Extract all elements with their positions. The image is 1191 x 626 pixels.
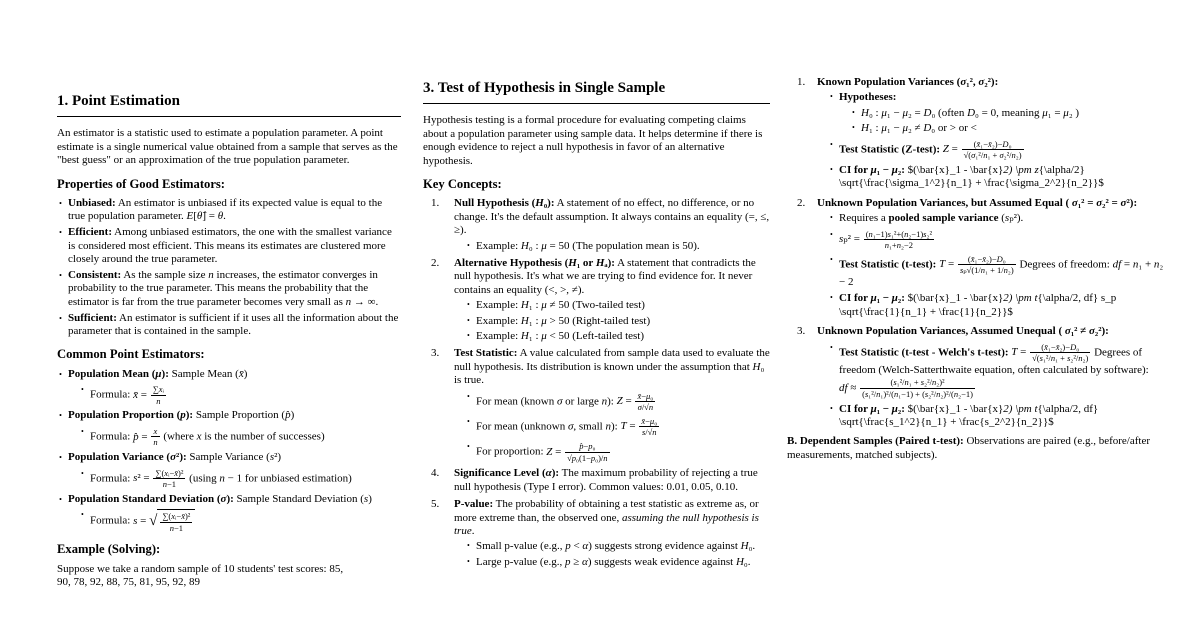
term-label: Population Proportion (p): <box>68 409 194 422</box>
formula-line <box>80 468 401 490</box>
fraction: $\frac{\text{x̄−μ₀}}{\sigma/√n}$ <box>637 390 654 413</box>
formula-line <box>80 384 401 406</box>
term-text: A statement of no effect, no difference, or no change. It's the default assumption. It always contains an equality (=, ≤, ≥). <box>454 197 770 237</box>
dependent-samples-paragraph <box>787 435 1165 462</box>
term-label: CI for μ₁ − μ₂: <box>839 163 905 176</box>
term-label: CI for μ₁ − μ₂: <box>839 402 905 415</box>
estimators-list <box>57 368 401 534</box>
item-number: 1. <box>797 76 806 88</box>
fraction: $\frac{\text{(x̄₁−x̄₂)−D₀}}{\text{√(s₁²/n₁ + s₂²/n₂)}}$ <box>1032 341 1089 364</box>
title-rule <box>423 103 770 104</box>
term-text: Sample Variance (s²) <box>189 451 282 464</box>
term-text: An estimator is sufficient if it uses all the information about the parameter that is contained in the sample. <box>68 311 399 338</box>
formula-line <box>829 342 1165 400</box>
term-label: B. Dependent Samples (Paired t-test): <box>787 435 964 448</box>
fraction: $\frac{\text{∑xᵢ}}{n}$ <box>152 384 164 406</box>
fraction: $\frac{\text{(s₁²/n₁ + s₂²/n₂)²}}{\text{(s₁²/n₁)²/(n₁−1) + (s₂²/n₂)²/(n₂−1)}}$ <box>862 377 973 399</box>
term-label: Consistent: <box>68 268 122 281</box>
ci-line <box>829 292 1165 319</box>
term-label: CI for μ₁ − μ₂: <box>839 292 905 305</box>
numbered-item-p-value <box>423 498 770 569</box>
example-heading: Example (Solving): <box>57 542 161 557</box>
fraction: $\frac{x}{n}$ <box>153 425 158 448</box>
list-item <box>57 197 401 224</box>
list-item <box>57 269 401 309</box>
formula-t-pooled: T = $\frac{\text{(x̄₁−x̄₂)−D₀}}{\text{sₚ√(1/n₁ + 1/n₂)}}$ <box>939 253 1014 276</box>
hypothesis-line: • H₀ : μ₁ − μ₂ = D₀ (often D₀ = 0, meaning μ₁ = μ₂ ) <box>851 107 1165 120</box>
list-item <box>57 368 401 407</box>
radical-sign: √ <box>149 513 158 530</box>
formula-pooled-variance: sₚ² = $\frac{\text{(n₁−1)s₁²+(n₂−1)s₂²}}{\text{n₁+n₂−2}}$ <box>839 228 932 251</box>
column-hypothesis-testing <box>423 79 770 573</box>
hypotheses-block <box>829 91 1165 135</box>
point-estimation-title: 1. Point Estimation <box>57 93 180 109</box>
item-number: 3. <box>797 325 806 338</box>
term-text: An estimator is unbiased if its expected value is equal to the true population parameter. E[θ̂] = θ. <box>68 196 383 223</box>
example-line: • Small p-value (e.g., p < α) suggests strong evidence against H₀. <box>466 540 770 553</box>
numbered-item-alternative-hypothesis <box>423 257 770 343</box>
case-title: Unknown Population Variances, Assumed Unequal ( σ₁² ≠ σ₂²): <box>817 325 1109 338</box>
formula-label: For proportion: <box>476 445 544 458</box>
formula-line <box>829 229 1165 251</box>
term-label: Significance Level (α): <box>454 467 560 480</box>
properties-heading: Properties of Good Estimators: <box>57 176 226 191</box>
ci-latex-text: $(\bar{x}_1 - \bar{x}2) \pm z{\alpha/2} \sqrt{\frac{\sigma_1^2}{n_1} + \frac{\sigma_2^2}{n_2}}$ <box>839 163 1104 190</box>
ci-line <box>829 403 1165 430</box>
degrees-of-freedom: Degrees of freedom: df = n₁ + n₂ − 2 <box>839 258 1164 288</box>
term-label: Test Statistic (t-test - Welch's t-test): <box>839 346 1009 359</box>
term-label: Unbiased: <box>68 196 116 209</box>
formula-std-dev: s = √ $\frac{\text{∑(xᵢ−x̄)²}}{n-1}$ <box>133 515 195 527</box>
fraction: $\frac{\text{p̂−p₀}}{\text{√p₀(1−p₀)/n}}$ <box>567 441 608 463</box>
welch-df-note: Degrees of freedom (Welch-Satterthwaite equation, often calculated by software): <box>839 346 1149 376</box>
term-text: The maximum probability of rejecting a true null hypothesis (Type I error). Common values: 0.01, 0.05, 0.10. <box>454 467 758 493</box>
term-label: Population Mean (μ): <box>68 367 169 380</box>
example-line: • Example: H₁ : μ < 50 (Left-tailed test) <box>466 330 770 343</box>
term-label: Alternative Hypothesis (H₁ or Hₐ): <box>454 256 615 269</box>
formula-label: Formula: <box>90 514 131 527</box>
term-label: Sufficient: <box>68 311 117 324</box>
term-label: Population Standard Deviation (σ): <box>68 492 234 505</box>
item-number: 4. <box>431 467 440 480</box>
term-label: Hypotheses: <box>839 91 897 104</box>
ci-latex-text: $(\bar{x}_1 - \bar{x}2) \pm t{\alpha/2, df} \sqrt{\frac{s_1^2}{n_1} + \frac{s_2^2}{n_2}}$ <box>839 402 1099 428</box>
fraction: $\frac{\text{(x̄₁−x̄₂)−D₀}}{\text{√(σ₁²/n₁ + σ₂²/n₂)}}$ <box>963 138 1022 161</box>
formula-line <box>80 509 401 533</box>
term-label: P-value: <box>454 498 494 511</box>
formula-t-mean: T = $\frac{\text{x̄−μ₀}}{s/√n}$ <box>620 415 658 438</box>
item-number: 2. <box>797 196 806 209</box>
term-text: Sample Proportion (p̂) <box>195 409 295 422</box>
case-title: Unknown Population Variances, but Assumed Equal ( σ₁² = σ₂² = σ²): <box>817 196 1138 209</box>
term-label: Null Hypothesis (H₀): <box>454 197 555 210</box>
case-title: Known Population Variances (σ₁², σ₂²): <box>817 76 999 88</box>
formula-z-proportion: Z = $\frac{\text{p̂−p₀}}{\text{√p₀(1−p₀)/n}}$ <box>546 441 608 463</box>
formula-note: (where x is the number of successes) <box>163 430 325 443</box>
fraction: $\frac{\text{x̄−μ₀}}{s/√n}$ <box>641 415 658 438</box>
formula-label: Formula: <box>90 388 131 401</box>
example-line: • Example: H₁ : μ > 50 (Right-tailed test) <box>466 315 770 328</box>
formula-label: Formula: <box>90 472 131 485</box>
term-label: Test Statistic (t-test): <box>839 258 937 271</box>
formula-line <box>466 441 770 463</box>
example-line: • Example: H₀ : μ = 50 (The population mean is 50). <box>466 240 770 253</box>
fraction: $\frac{\text{∑(xᵢ−x̄)²}}{n-1}$ <box>162 511 191 533</box>
term-text: Observations are paired (e.g., before/after measurements, matched subjects). <box>787 435 1150 461</box>
pooled-variance-note: • Requires a pooled sample variance (sₚ²). <box>829 212 1165 225</box>
column-point-estimation <box>57 92 401 597</box>
numbered-item-significance-level <box>423 467 770 494</box>
list-item <box>57 493 401 534</box>
term-text: A value calculated from sample data used to evaluate the null hypothesis. Its distribution is known under the assumption that H₀ is true. <box>454 347 770 387</box>
list-item <box>57 451 401 490</box>
estimators-heading: Common Point Estimators: <box>57 347 205 362</box>
formula-label: Formula: <box>90 430 131 443</box>
formula-welch-df: df ≈ $\frac{\text{(s₁²/n₁ + s₂²/n₂)²}}{\text{(s₁²/n₁)²/(n₁−1) + (s₂²/n₂)²/(n₂−1)}}$ <box>839 377 973 399</box>
fraction: $\frac{\text{∑(xᵢ−x̄)²}}{n-1}$ <box>155 467 184 490</box>
numbered-item-null-hypothesis <box>423 197 770 253</box>
item-number: 3. <box>431 347 440 360</box>
item-number: 1. <box>431 197 440 210</box>
fraction: $\frac{\text{(n₁−1)s₁²+(n₂−1)s₂²}}{\text{n₁+n₂−2}}$ <box>865 228 932 251</box>
formula-z-mean: Z = $\frac{\text{x̄−μ₀}}{\sigma/√n}$ <box>616 390 654 413</box>
term-text: A statement that contradicts the null hypothesis. It's what we are trying to find evidence for. It never contains an equality (<, >, ≠). <box>454 256 756 296</box>
column-two-sample-tests <box>787 76 1165 469</box>
term-text: The probability of obtaining a test statistic as extreme as, or more extreme than, the observed one, assuming the null hypothesis is true. <box>454 498 759 537</box>
item-number: 2. <box>431 256 440 269</box>
formula-label: For mean (known σ or large n): <box>476 395 614 408</box>
term-label: Test Statistic (Z-test): <box>839 143 941 156</box>
example-line: • Large p-value (e.g., p ≥ α) suggests weak evidence against H₀. <box>466 556 770 569</box>
term-label: Efficient: <box>68 226 112 239</box>
title-rule <box>57 116 401 117</box>
numbered-item-unequal-variances <box>787 325 1165 429</box>
list-item <box>57 409 401 448</box>
term-label: Population Variance (σ²): <box>68 451 187 464</box>
example-line: • Example: H₁ : μ ≠ 50 (Two-tailed test) <box>466 299 770 312</box>
key-concepts-heading: Key Concepts: <box>423 176 502 191</box>
square-root <box>149 509 195 533</box>
list-item <box>57 226 401 266</box>
formula-line <box>466 416 770 438</box>
hypothesis-line: • H₁ : μ₁ − μ₂ ≠ D₀ or > or < <box>851 122 1165 135</box>
formula-proportion: p̂ = $\frac{x}{n}$ <box>133 425 158 448</box>
fraction: $\frac{\text{(x̄₁−x̄₂)−D₀}}{\text{sₚ√(1/n₁ + 1/n₂)}}$ <box>959 253 1014 276</box>
formula-line <box>80 426 401 448</box>
ci-line <box>829 164 1165 191</box>
term-text: Sample Standard Deviation (s) <box>236 492 372 505</box>
item-number: 5. <box>431 498 440 511</box>
formula-variance: s² = $\frac{\text{∑(xᵢ−x̄)²}}{n-1}$ <box>133 467 184 490</box>
formula-label: For mean (unknown σ, small n): <box>476 420 618 433</box>
formula-welch-t: T = $\frac{\text{(x̄₁−x̄₂)−D₀}}{\text{√(s₁²/n₁ + s₂²/n₂)}}$ <box>1011 341 1089 364</box>
properties-list <box>57 197 401 339</box>
term-text: Sample Mean (x̄) <box>171 367 248 380</box>
list-item <box>57 312 401 339</box>
hypothesis-intro: Hypothesis testing is a formal procedure for evaluating competing claims about a population parameter using sample data. It helps determine if there is enough evidence to reject a null hypothesis in favor of an alternative hypothesis. <box>423 114 763 167</box>
formula-line <box>829 139 1165 161</box>
formula-note: (using n − 1 for unbiased estimation) <box>189 472 352 485</box>
term-label: Test Statistic: <box>454 347 518 360</box>
numbered-item-known-variances <box>787 76 1165 191</box>
numbered-item-equal-variances <box>787 197 1165 320</box>
formula-line <box>466 391 770 413</box>
formula-line <box>829 254 1165 290</box>
hypothesis-title: 3. Test of Hypothesis in Single Sample <box>423 80 666 96</box>
ci-latex-text: $(\bar{x}_1 - \bar{x}2) \pm t{\alpha/2, df} s_p \sqrt{\frac{1}{n_1} + \frac{1}{n_2}}$ <box>839 292 1117 318</box>
term-text: As the sample size n increases, the estimator converges in probability to the true parameter. This means the probability that the estimator is far from the true parameter becomes very small as n → ∞. <box>68 268 379 308</box>
numbered-item-test-statistic <box>423 347 770 463</box>
term-text: Among unbiased estimators, the one with the smallest variance is considered most efficient. This means its estimates are clustered more closely around the true parameter. <box>68 226 392 265</box>
formula-mean: x̄ = $\frac{\text{∑xᵢ}}{n}$ <box>133 384 164 406</box>
point-estimation-intro: An estimator is a statistic used to estimate a population parameter. A point estimate is a single numerical value obtained from a sample that serves as the "best guess" or an approximation of the true population parameter. <box>57 127 398 167</box>
example-text: Suppose we take a random sample of 10 students' test scores: 85, 90, 78, 92, 88, 75, 81, 95, 92, 89 <box>57 562 344 589</box>
formula-z-two-sample: Z = $\frac{\text{(x̄₁−x̄₂)−D₀}}{\text{√(σ₁²/n₁ + σ₂²/n₂)}}$ <box>942 138 1022 161</box>
